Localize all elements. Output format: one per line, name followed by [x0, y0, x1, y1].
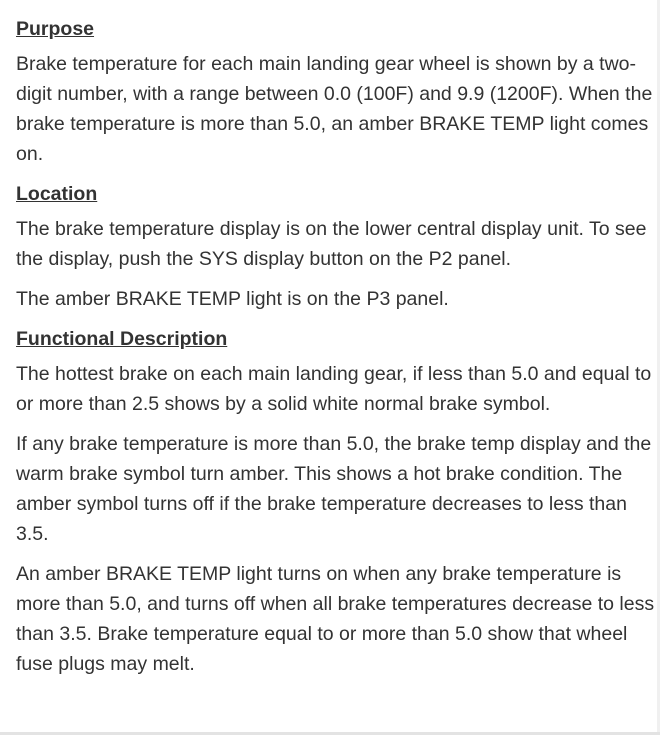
functional-paragraph-3: An amber BRAKE TEMP light turns on when any brake temperature is more than 5.0, and turns off when all brake temperatures decrease to less than 3.5. Brake temperature equal to or more than 5.0 show that wheel fuse plugs may melt.	[16, 563, 655, 675]
heading-purpose: Purpose	[16, 18, 95, 40]
location-paragraph-2: The amber BRAKE TEMP light is on the P3 panel.	[16, 288, 449, 310]
heading-functional-description: Functional Description	[16, 328, 228, 350]
functional-paragraph-2: If any brake temperature is more than 5.0, the brake temp display and the warm brake symbol turn amber. This shows a hot brake condition. The amber symbol turns off if the brake temperature decreases to less than 3.5.	[16, 433, 652, 545]
location-paragraph-1: The brake temperature display is on the lower central display unit. To see the display, push the SYS display button on the P2 panel.	[16, 218, 647, 270]
functional-paragraph-1: The hottest brake on each main landing gear, if less than 5.0 and equal to or more than 2.5 shows by a solid white normal brake symbol.	[16, 363, 652, 415]
heading-location: Location	[16, 183, 98, 205]
purpose-paragraph: Brake temperature for each main landing gear wheel is shown by a two-digit number, with a range between 0.0 (100F) and 9.9 (1200F). When the brake temperature is more than 5.0, an amber BRAKE TEMP light comes on.	[16, 53, 653, 165]
